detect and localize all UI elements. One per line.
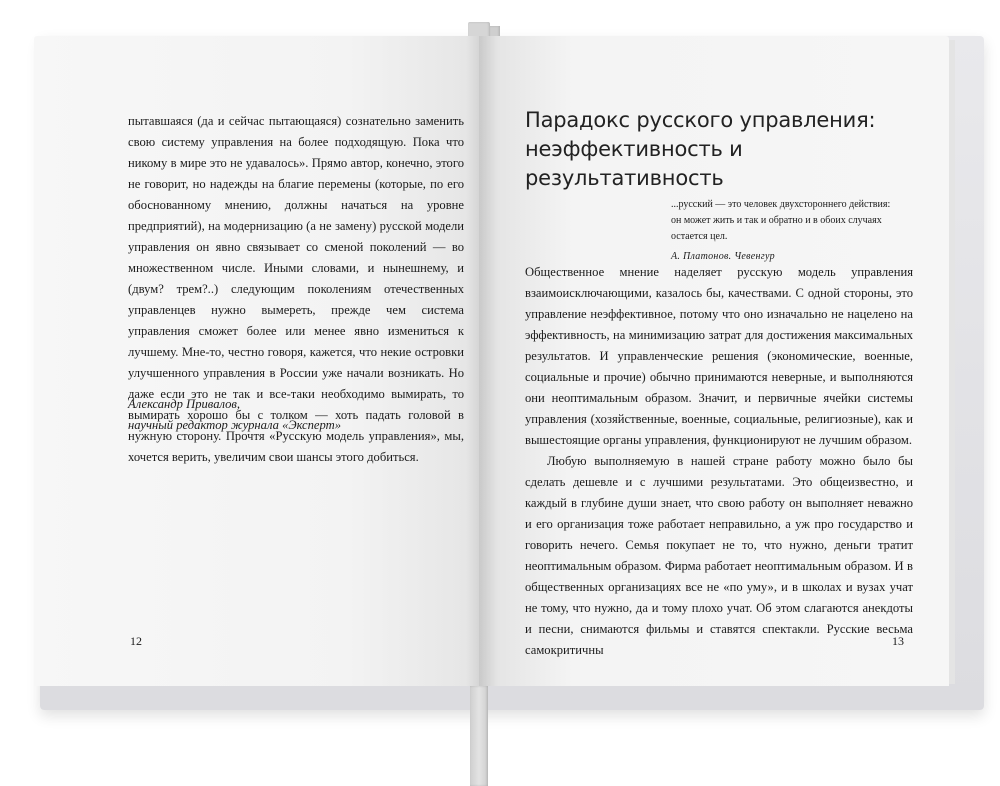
- epigraph: [671, 197, 901, 265]
- page-edges: [949, 40, 955, 684]
- right-paragraph-2: Любую выполняемую в нашей стране работу можно было бы сделать дешевле и с лучшими результатами. Это общеизвестно, и каждый в глубине души знает, что свою работу он выполняет неважно и его организация тоже работает неправильно, а уж про государство и говорить нечего. Семья покупает не то, что нужно, деньги тратит неоптимальным образом. Фирма работает неоптимальным образом. И в общественных организациях все не «по уму», и в школах и вузах учат не тому, что нужно, да и тому плохо учат. Об этом слагаются анекдоты и песни, снимаются фильмы и ставятся спектакли. Русские весьма самокритичны: [525, 454, 913, 657]
- signature-name: Александр Привалов,: [128, 397, 241, 411]
- epigraph-source: А. Платонов. Чевенгур: [671, 251, 775, 262]
- open-book: [14, 22, 986, 710]
- right-paragraph-1: Общественное мнение наделяет русскую модель управления взаимоисключающими, казалось бы, качествами. С одной стороны, это управление неэффективное, потому что оно изначально не нацелено на эффективность, на минимизацию затрат для достижения максимальных результатов. И управленческие решения (экономические, военные, социальные и прочие) обычно принимаются неверные, и выполняются они неоптимальным образом. Значит, и первичные ячейки системы управления (хозяйственные, военные, социальные, религиозные), как и вышестоящие органы управления, функционируют не лучшим образом.: [525, 265, 913, 447]
- right-page: [479, 36, 949, 686]
- signature: [128, 394, 464, 436]
- bookmark-ribbon-bottom: [470, 686, 488, 786]
- epigraph-text: ...русский — это человек двухстороннего действия: он может жить и так и обратно и в обоих случаях остается цел.: [671, 199, 891, 242]
- page-number-left: 12: [130, 634, 142, 648]
- left-paragraph: пытавшаяся (да и сейчас пытающаяся) сознательно заменить свою систему управления на более подходящую. Пока что никому в мире это не удавалось». Прямо автор, конечно, этого не говорит, но надежды на благие перемены (которые, по его обоснованному мнению, должны начаться на уровне предприятий), на модернизацию (а не замену) русской модели управления он явно связывает со сменой поколений — во множественном числе. Иными словами, и нынешнему, и (двум? трем?..) следующим поколениям отечественных управленцев нужно вымереть, прежде чем система управления сможет более или менее явно измениться к лучшему. Мне-то, честно говоря, кажется, что некие островки улучшенного управления в России уже начали возникать. Но даже если это не так и все-таки необходимо вымирать, то вымирать хорошо бы с толком — хоть падать головой в нужную сторону. Прочтя «Русскую модель управления», мы, хочется верить, увеличим свои шансы этого добиться.: [128, 114, 464, 464]
- signature-role: научный редактор журнала «Эксперт»: [128, 418, 342, 432]
- right-page-body: [525, 262, 913, 661]
- chapter-title: Парадокс русского управления: неэффективность и результативность: [525, 108, 876, 190]
- left-page: [34, 36, 484, 686]
- page-number-right: 13: [892, 634, 904, 648]
